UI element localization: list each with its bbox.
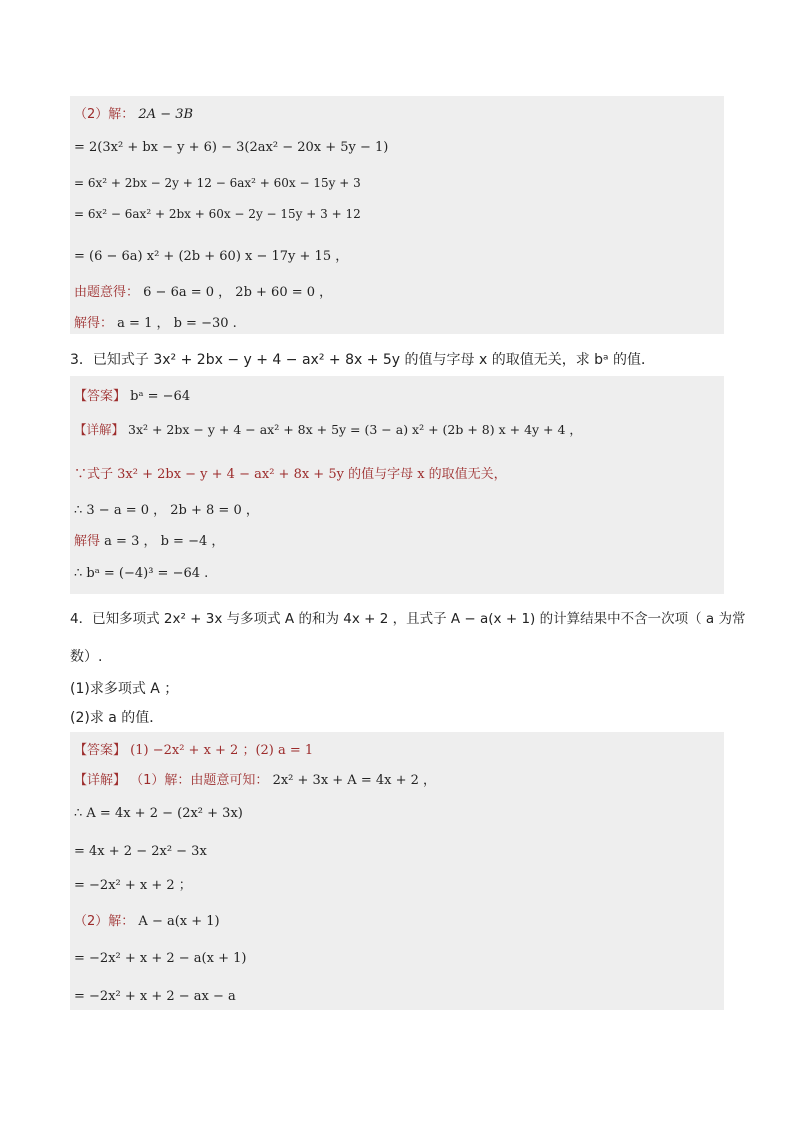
sol2-header [70, 103, 724, 122]
q3-therefore: ∴ 3 − a = 0 ， 2b + 8 = 0 ， [74, 503, 259, 518]
q4-answer-value: (1) −2x² + x + 2 ；(2) a = 1 [130, 743, 314, 758]
sol2-step-4: = (6 − 6a) x² + (2b + 60) x − 17y + 15 ， [74, 249, 349, 264]
q3-since: ∵式子 3x² + 2bx − y + 4 − ax² + 8x + 5y 的值与字母 x 的取值无关， [74, 467, 507, 482]
q4-question-line2: 数）. [70, 649, 103, 665]
q3-block [70, 376, 724, 594]
sol2-cond-label: 由题意得： [74, 285, 140, 300]
q3-detail-expr: 3x² + 2bx − y + 4 − ax² + 8x + 5y = (3 − a) x² + (2b + 8) x + 4y + 4 ， [128, 422, 582, 437]
q4-step-4: = −2x² + x + 2 − a(x + 1) [74, 951, 247, 966]
sol2-step-2: = 6x² + 2bx − 2y + 12 − 6ax² + 60x − 15y + 3 [74, 176, 361, 190]
q3-question: 3．已知式子 3x² + 2bx − y + 4 − ax² + 8x + 5y 的值与字母 x 的取值无关，求 bᵃ 的值． [70, 352, 655, 368]
q4-detail-text: （1）解：由题意可知： [130, 773, 269, 788]
q4-answer-tag: 【答案】 [74, 743, 127, 758]
q4-step-1: ∴ A = 4x + 2 − (2x² + 3x) [74, 806, 243, 821]
sol2-result [70, 312, 724, 331]
q4-sub2: (2)求 a 的值． [70, 710, 164, 726]
q3-detail [70, 420, 724, 438]
sol2-header-label: （2）解： [74, 107, 135, 122]
sol2-result-expr: a = 1 ， b = −30 . [117, 316, 237, 331]
q4-part2-label: （2）解： [74, 914, 135, 929]
q4-step-5: = −2x² + x + 2 − ax − a [74, 989, 236, 1004]
sol2-condition [70, 281, 724, 300]
q4-step-2: = 4x + 2 − 2x² − 3x [74, 844, 207, 859]
q3-answer-tag: 【答案】 [74, 389, 127, 404]
q3-final: ∴ bᵃ = (−4)³ = −64 . [74, 566, 209, 581]
q4-detail-expr: 2x² + 3x + A = 4x + 2 ， [272, 773, 437, 788]
q3-detail-tag: 【详解】 [74, 422, 125, 437]
q3-answer-value: bᵃ = −64 [130, 389, 191, 404]
q3-answer [70, 385, 724, 404]
q4-part2 [70, 910, 724, 929]
q4-answer [70, 739, 724, 758]
sol2-step-1: = 2(3x² + bx − y + 6) − 3(2ax² − 20x + 5y − 1) [74, 140, 389, 155]
q4-detail-tag: 【详解】 [74, 773, 127, 788]
q3-solve-expr: a = 3 ， b = −4 ， [104, 534, 225, 549]
sol2-header-expr: 2A − 3B [138, 107, 194, 122]
q4-detail [70, 769, 724, 788]
q4-part2-expr: A − a(x + 1) [138, 914, 220, 929]
sol2-step-3: = 6x² − 6ax² + 2bx + 60x − 2y − 15y + 3 + 12 [74, 207, 361, 221]
q4-sub1: (1)求多项式 A ； [70, 681, 179, 697]
q3-solve [70, 530, 724, 549]
q3-solve-label: 解得 [74, 534, 101, 549]
q4-step-3: = −2x² + x + 2 ； [74, 878, 192, 893]
sol2-result-label: 解得： [74, 316, 114, 331]
sol2-cond-expr: 6 − 6a = 0 ， 2b + 60 = 0 ， [143, 285, 333, 300]
q4-question-line1: 4．已知多项式 2x² + 3x 与多项式 A 的和为 4x + 2 ，且式子 A − a(x + 1) 的计算结果中不含一次项（ a 为常 [70, 611, 746, 627]
